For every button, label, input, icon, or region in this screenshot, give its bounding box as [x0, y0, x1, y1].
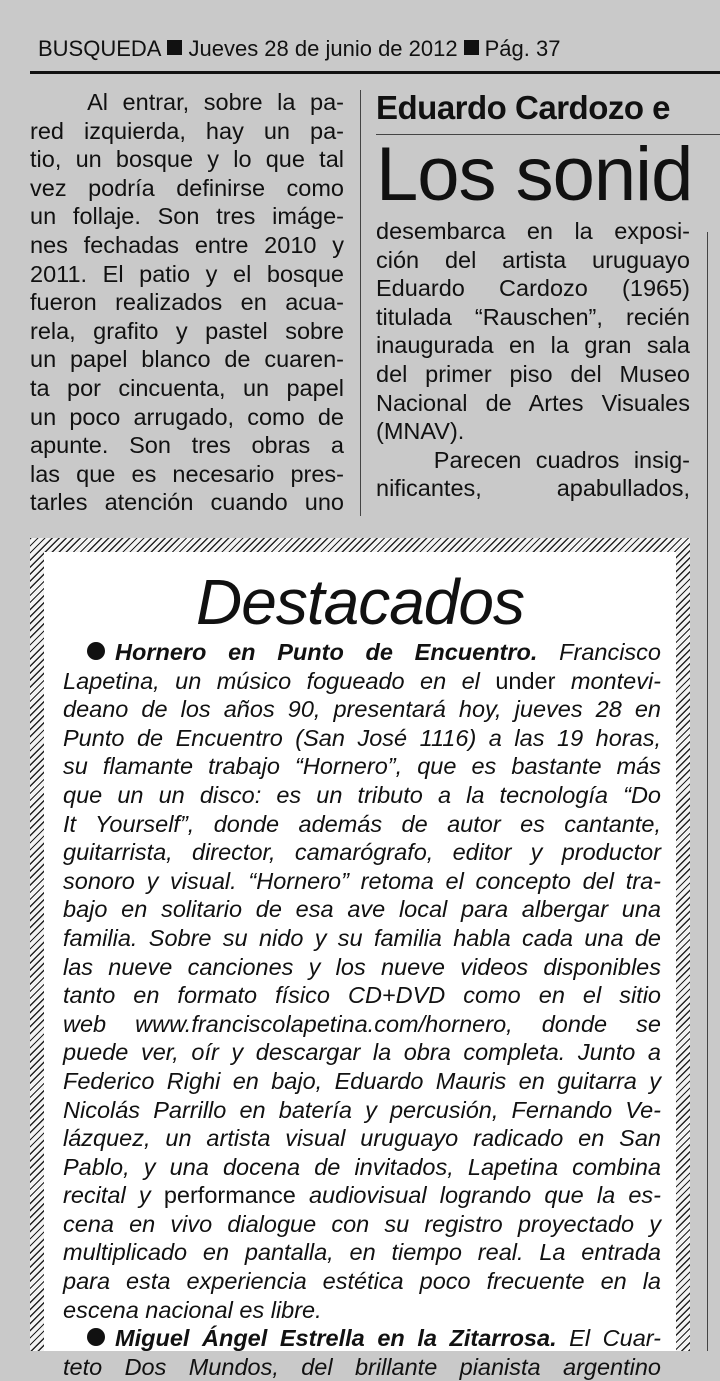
text-line: Eduardo Cardozo (1965): [376, 275, 690, 302]
separator-square-icon: [167, 40, 182, 55]
item-heading-line: [63, 638, 661, 667]
text-line: multiplicado en pantalla, en tiempo real. La entrada: [63, 1239, 661, 1266]
text-line: web www.franciscolapetina.com/hornero, donde se: [63, 1010, 661, 1037]
text-line: rela, grafito y pastel sobre: [30, 317, 344, 344]
text-line: puede ver, oír y descargar la obra completa. Junto a: [63, 1039, 661, 1066]
text-line: deano de los años 90, presentará hoy, jueves 28 en: [63, 696, 661, 723]
text-line: [63, 1181, 661, 1210]
text-line: Parecen cuadros insig-: [376, 446, 690, 473]
text-line: Al entrar, sobre la pa-: [30, 89, 344, 115]
text-line: un follaje. Son tres imáge-: [30, 203, 344, 230]
text-line: ta por cincuenta, un papel: [30, 374, 344, 401]
text-line: lázquez, un artista visual uruguayo radicado en San: [63, 1125, 661, 1152]
text-line: tanto en formato físico CD+DVD como en el sitio: [63, 982, 661, 1009]
text-line: que un un disco: es un tributo a la tecnología “Do: [63, 781, 661, 808]
header-rule: [30, 71, 720, 74]
text-fragment: recital y: [63, 1182, 164, 1209]
item-heading-line: [63, 1324, 661, 1353]
text-line: del primer piso del Museo: [376, 360, 690, 387]
right-column-text: [376, 217, 690, 503]
text-line: red izquierda, hay un pa-: [30, 117, 344, 144]
text-line: un papel blanco de cuaren-: [30, 346, 344, 373]
text-line: para esta experiencia estética poco frecuente en la: [63, 1268, 661, 1295]
text-line: vez podría definirse como: [30, 174, 344, 201]
text-line: Nacional de Artes Visuales: [376, 389, 690, 416]
text-line: las que es necesario pres-: [30, 460, 344, 487]
text-line: [63, 667, 661, 696]
separator-square-icon: [464, 40, 479, 55]
text-line: guitarrista, director, camarógrafo, editor y productor: [63, 839, 661, 866]
text-line: tarles atención cuando uno: [30, 489, 344, 516]
issue-date: Jueves 28 de junio de 2012: [188, 36, 458, 61]
text-line: tio, un bosque y lo que tal: [30, 146, 344, 173]
column-divider: [360, 90, 361, 516]
destacados-box: [30, 538, 690, 1380]
destacados-text: [63, 638, 661, 1381]
bullet-icon: [87, 1328, 105, 1346]
text-line: ción del artista uruguayo: [376, 246, 690, 273]
text-line: su flamante trabajo “Hornero”, que es bastante más: [63, 753, 661, 780]
text-line: It Yourself”, donde además de autor es cantante,: [63, 810, 661, 837]
text-fragment: montevi-: [555, 667, 661, 694]
page-number: Pág. 37: [484, 36, 561, 61]
left-column-text: [30, 88, 344, 517]
text-line: escena nacional es libre.: [63, 1296, 322, 1323]
text-line: las nueve canciones y los nueve videos disponibles: [63, 953, 661, 980]
upright-word: performance: [163, 1182, 296, 1209]
text-line: un poco arrugado, como de: [30, 403, 344, 430]
text-line: nificantes, apabullados,: [376, 475, 690, 502]
right-column: [376, 86, 720, 503]
text-line: bajo en solitario de esa ave local para albergar una: [63, 896, 661, 923]
text-line: inaugurada en la gran sala: [376, 332, 690, 359]
text-fragment: Francisco: [537, 639, 661, 665]
text-line: familia. Sobre su nido y su familia habla cada una de: [63, 924, 661, 951]
text-fragment: Lapetina, un músico fogueado en el: [63, 667, 496, 694]
text-line: desembarca en la exposi-: [376, 218, 690, 244]
text-line: titulada “Rauschen”, recién: [376, 303, 690, 330]
text-line: Punto de Encuentro (San José 1116) a las 19 horas,: [63, 724, 661, 751]
destacados-title: Destacados: [196, 566, 524, 638]
article-kicker: Eduardo Cardozo e: [376, 89, 671, 126]
text-line: fueron realizados en acua-: [30, 289, 344, 316]
publication-name: BUSQUEDA: [38, 36, 162, 61]
text-line: nes fechadas entre 2010 y: [30, 231, 344, 258]
text-line: sonoro y visual. “Hornero” retoma el concepto del tra-: [63, 867, 661, 894]
text-line: cena en vivo dialogue con su registro proyectado y: [63, 1210, 661, 1237]
text-line: (MNAV).: [376, 418, 465, 445]
text-line: apunte. Son tres obras a: [30, 432, 344, 459]
text-line: teto Dos Mundos, del brillante pianista argentino: [63, 1353, 661, 1380]
text-line: Pablo, y una docena de invitados, Lapetina combina: [63, 1153, 661, 1180]
upright-word: under: [495, 667, 556, 694]
text-line: Federico Righi en bajo, Eduardo Mauris en guitarra y: [63, 1067, 661, 1094]
destacados-panel: [44, 552, 676, 1380]
item-heading: Miguel Ángel Estrella en la Zitarrosa.: [115, 1325, 557, 1352]
bullet-icon: [87, 642, 105, 660]
text-fragment: audiovisual logrando que la es-: [295, 1182, 661, 1209]
item-heading: Hornero en Punto de Encuentro.: [115, 639, 538, 665]
text-line: Nicolás Parrillo en batería y percusión, Fernando Ve-: [63, 1096, 661, 1123]
article-headline: Los sonid: [376, 132, 693, 217]
text-fragment: El Cuar-: [556, 1325, 661, 1352]
page-header: [38, 34, 720, 64]
text-line: 2011. El patio y el bosque: [30, 260, 344, 287]
